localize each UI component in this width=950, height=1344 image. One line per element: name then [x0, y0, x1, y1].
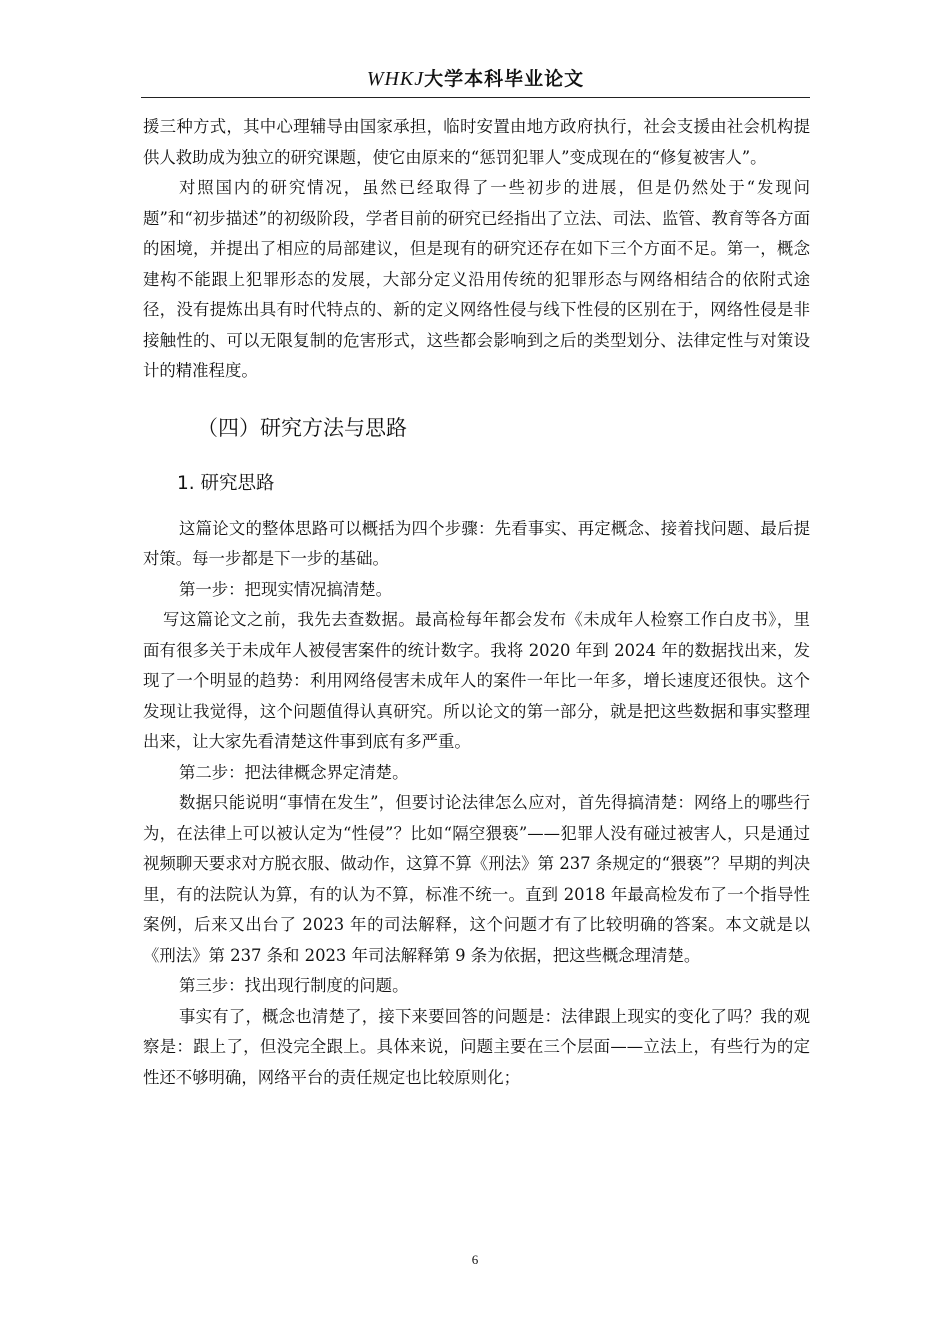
paragraph-step-three: 事实有了，概念也清楚了，接下来要回答的问题是：法律跟上现实的变化了吗？我的观察是：跟上了，但没完全跟上。具体来说，问题主要在三个层面——立法上，有些行为的定性还不够明确，网络平台的责任规定也比较原则化；	[143, 1006, 810, 1087]
paragraph-continued: 援三种方式，其中心理辅导由国家承担，临时安置由地方政府执行，社会支援由社会机构提供人救助成为独立的研究课题，使它由原来的“惩罚犯罪人”变成现在的“修复被害人”。	[143, 117, 810, 167]
step-two-heading: 第二步：把法律概念界定清楚。	[179, 762, 409, 782]
page-number: 6	[471, 1252, 479, 1267]
step-three-heading: 第三步：找出现行制度的问题。	[179, 976, 409, 995]
subsection-heading: 1. 研究思路	[177, 472, 275, 494]
paragraph-step-two: 数据只能说明“事情在发生”，但要讨论法律怎么应对，首先得搞清楚：网络上的哪些行为，在法律上可以被认定为“性侵”？比如“隔空猥亵”——犯罪人没有碰过被害人，只是通过视频聊天要求对方脱衣服、做动作，这算不算《刑法》第 237 条规定的“猥亵”？早期的判决里，有的法院认为算，有的认为不算，标准不统一。直到 2018 年最高检发布了一个指导性案例，后来又出台了 2023 年的司法解释，这个问题才有了比较明确的答案。本文就是以《刑法》第 237 条和 2023 年司法解释第 9 条为依据，把这些概念理清楚。	[143, 793, 810, 965]
header-title: 大学本科毕业论文	[424, 68, 585, 90]
page-header	[141, 62, 810, 96]
paragraph-step-one: 写这篇论文之前，我先去查数据。最高检每年都会发布《未成年人检察工作白皮书》，里面有很多关于未成年人被侵害案件的统计数字。我将 2020 年到 2024 年的数据找出来，发现了一个明显的趋势：利用网络侵害未成年人的案件一年比一年多，增长速度还很快。这个发现让我觉得，这个问题值得认真研究。所以论文的第一部分，就是把这些数据和事实整理出来，让大家先看清楚这件事到底有多严重。	[143, 610, 810, 751]
header-divider	[141, 97, 810, 98]
paragraph-overview: 这篇论文的整体思路可以概括为四个步骤：先看事实、再定概念、接着找问题、最后提对策。每一步都是下一步的基础。	[143, 518, 810, 568]
section-heading: （四）研究方法与思路	[197, 415, 407, 440]
page-body	[143, 112, 810, 1093]
paragraph-research-status: 对照国内的研究情况，虽然已经取得了一些初步的进展，但是仍然处于“发现问题”和“初步描述”的初级阶段，学者目前的研究已经指出了立法、司法、监管、教育等各方面的困境，并提出了相应的局部建议，但是现有的研究还存在如下三个方面不足。第一，概念建构不能跟上犯罪形态的发展，大部分定义沿用传统的犯罪形态与网络相结合的依附式途径，没有提炼出具有时代特点的、新的定义网络性侵与线下性侵的区别在于，网络性侵是非接触性的、可以无限复制的危害形式，这些都会影响到之后的类型划分、法律定性与对策设计的精准程度。	[143, 178, 810, 380]
step-one-heading: 第一步：把现实情况搞清楚。	[179, 579, 393, 599]
header-brand: WHKJ	[366, 68, 425, 90]
